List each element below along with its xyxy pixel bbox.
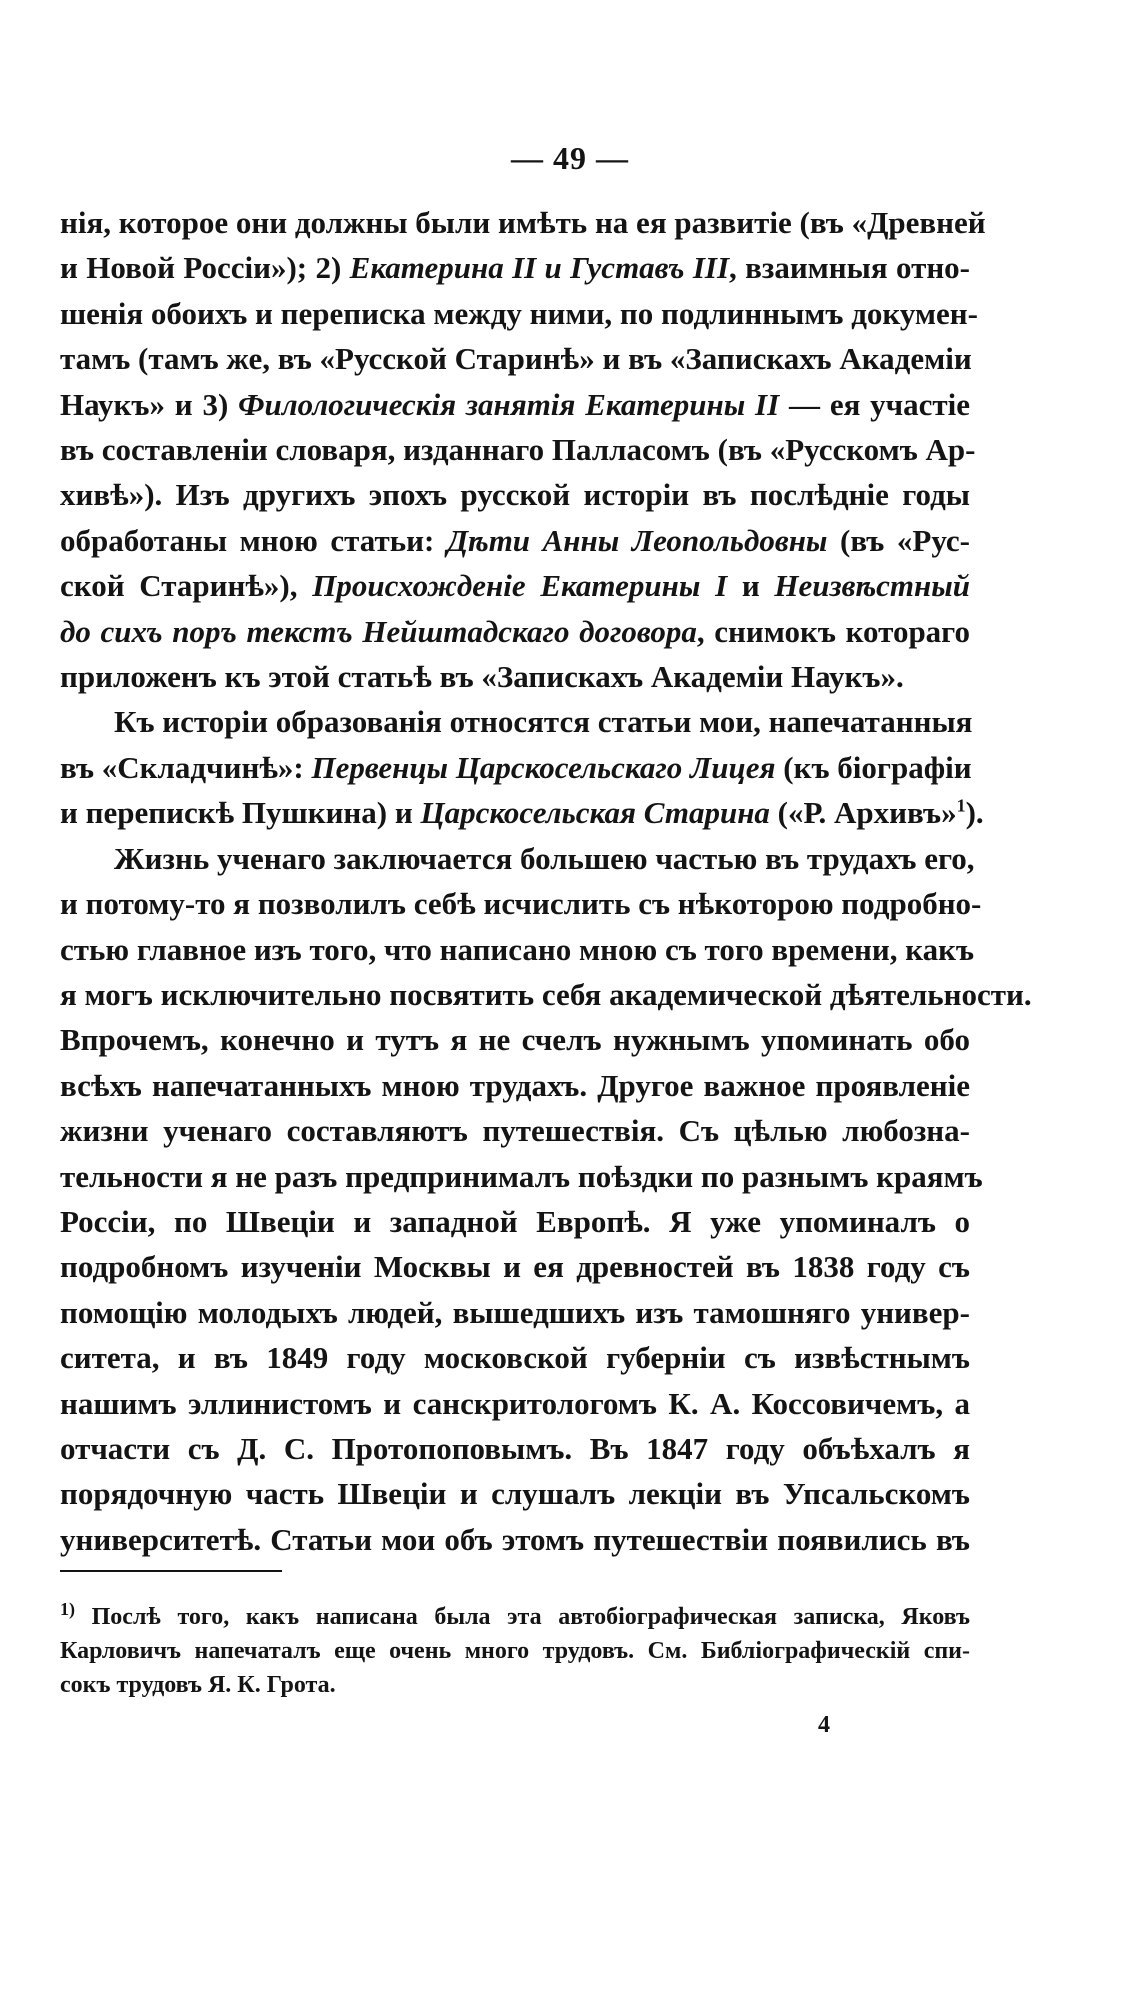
text-line: университетѣ. Статьи мои объ этомъ путешествіи появились въ	[60, 1521, 970, 1557]
text-line: шенія обоихъ и переписка между ними, по подлиннымъ докумен-	[60, 295, 978, 331]
text-line: тамъ (тамъ же, въ «Русской Старинѣ» и въ «Запискахъ Академіи	[60, 341, 972, 377]
text-line: нашимъ эллинистомъ и санскритологомъ К. А. Коссовичемъ, а	[60, 1385, 970, 1421]
text-line: и потому-то я позволилъ себѣ исчислить съ нѣкоторою подробно-	[60, 886, 982, 922]
title-unknown-text-start: Неизвѣстный	[774, 568, 970, 604]
text-run: обработаны мною статьи:	[60, 522, 447, 558]
text-run: , снимокъ котораго	[696, 613, 970, 649]
text-line	[60, 609, 970, 654]
text-line: порядочную часть Швеціи и слушалъ лекціи въ Упсальскомъ	[60, 1476, 970, 1512]
text-line: подробномъ изученіи Москвы и ея древностей въ 1838 году съ	[60, 1249, 970, 1285]
text-line	[60, 518, 970, 563]
text-line	[60, 382, 970, 427]
title-unknown-text-end: до сихъ поръ текстъ Нейштадскаго договора	[60, 613, 697, 649]
text-line: Къ исторіи образованія относятся статьи мои, напечатанныя	[114, 704, 973, 740]
text-line: Впрочемъ, конечно и тутъ я не счелъ нужнымъ упоминать обо	[60, 1022, 970, 1058]
footnote-divider	[60, 1570, 282, 1572]
text-line: тельности я не разъ предпринималъ поѣздки по разнымъ краямъ	[60, 1158, 983, 1194]
text-line: приложенъ къ этой статьѣ въ «Запискахъ Академіи Наукъ».	[60, 659, 904, 695]
text-line: я могъ исключительно посвятить себя академической дѣятельности.	[60, 976, 1032, 1012]
footnote-line: сокъ трудовъ Я. К. Грота.	[60, 1672, 336, 1698]
text-run: ).	[965, 795, 984, 831]
signature-mark: 4	[818, 1712, 830, 1738]
page-number: — 49 —	[511, 140, 629, 176]
text-line	[60, 745, 970, 790]
footnote-line	[60, 1600, 970, 1634]
footnote-reference: 1	[956, 795, 966, 816]
text-run: ской Старинѣ»),	[60, 568, 313, 604]
text-line	[60, 563, 970, 608]
text-line: помощію молодыхъ людей, вышедшихъ изъ тамошняго универ-	[60, 1294, 970, 1330]
footnote	[60, 1600, 970, 1702]
text-line: Жизнь ученаго заключается большею частью въ трудахъ его,	[114, 840, 975, 876]
text-line	[60, 790, 984, 835]
text-line: всѣхъ напечатанныхъ мною трудахъ. Другое важное проявленіе	[60, 1067, 970, 1103]
text-line: жизни ученаго составляютъ путешествія. Съ цѣлью любозна-	[60, 1113, 970, 1149]
title-origin-ekaterina: Происхожденіе Екатерины I	[312, 568, 728, 604]
text-run: Наукъ» и 3)	[60, 386, 239, 422]
footnote-line: Карловичъ напечаталъ еще очень много трудовъ. См. Библіографическій спи-	[60, 1638, 970, 1664]
title-children-anna: Дѣти Анны Леопольдовны	[446, 522, 828, 558]
title-philological-studies: Филологическія занятія Екатерины II	[238, 386, 780, 422]
title-tsarskoye-antiquity: Царскосельская Старина	[420, 795, 770, 831]
text-run: («Р. Архивъ»	[769, 795, 957, 831]
text-run: въ «Складчинѣ»:	[60, 749, 312, 785]
text-run: и Новой Россіи»); 2)	[60, 250, 350, 286]
title-firstborn-lyceum: Первенцы Царскосельскаго Лицея	[311, 749, 776, 785]
text-run: Послѣ того, какъ написана была эта автобіографическая записка, Яковъ	[75, 1604, 970, 1630]
text-run: и перепискѣ Пушкина) и	[60, 795, 421, 831]
main-text	[60, 200, 1032, 1562]
text-line: въ составленіи словаря, изданнаго Палласомъ (въ «Русскомъ Ар-	[60, 432, 976, 468]
text-line: Россіи, по Швеціи и западной Европѣ. Я уже упоминалъ о	[60, 1203, 970, 1239]
text-run: — ея участіе	[779, 386, 970, 422]
text-line	[60, 245, 970, 290]
text-run: и	[727, 568, 775, 604]
title-ekaterina-gustav: Екатерина II и Густавъ III	[349, 250, 730, 286]
text-line: ситета, и въ 1849 году московской губерніи съ извѣстнымъ	[60, 1340, 970, 1376]
text-run: (въ «Рус-	[827, 522, 970, 558]
text-line: хивѣ»). Изъ другихъ эпохъ русской исторіи въ послѣдніе годы	[60, 477, 970, 513]
footnote-marker: 1)	[60, 1599, 75, 1619]
text-line: нія, которое они должны были имѣть на ея развитіе (въ «Древней	[60, 205, 986, 240]
text-run: (къ біографіи	[775, 749, 972, 785]
text-line: стью главное изъ того, что написано мною съ того времени, какъ	[60, 931, 975, 967]
text-line: отчасти съ Д. С. Протопоповымъ. Въ 1847 году объѣхалъ я	[60, 1430, 970, 1466]
text-run: , взаимныя отно-	[729, 250, 971, 286]
